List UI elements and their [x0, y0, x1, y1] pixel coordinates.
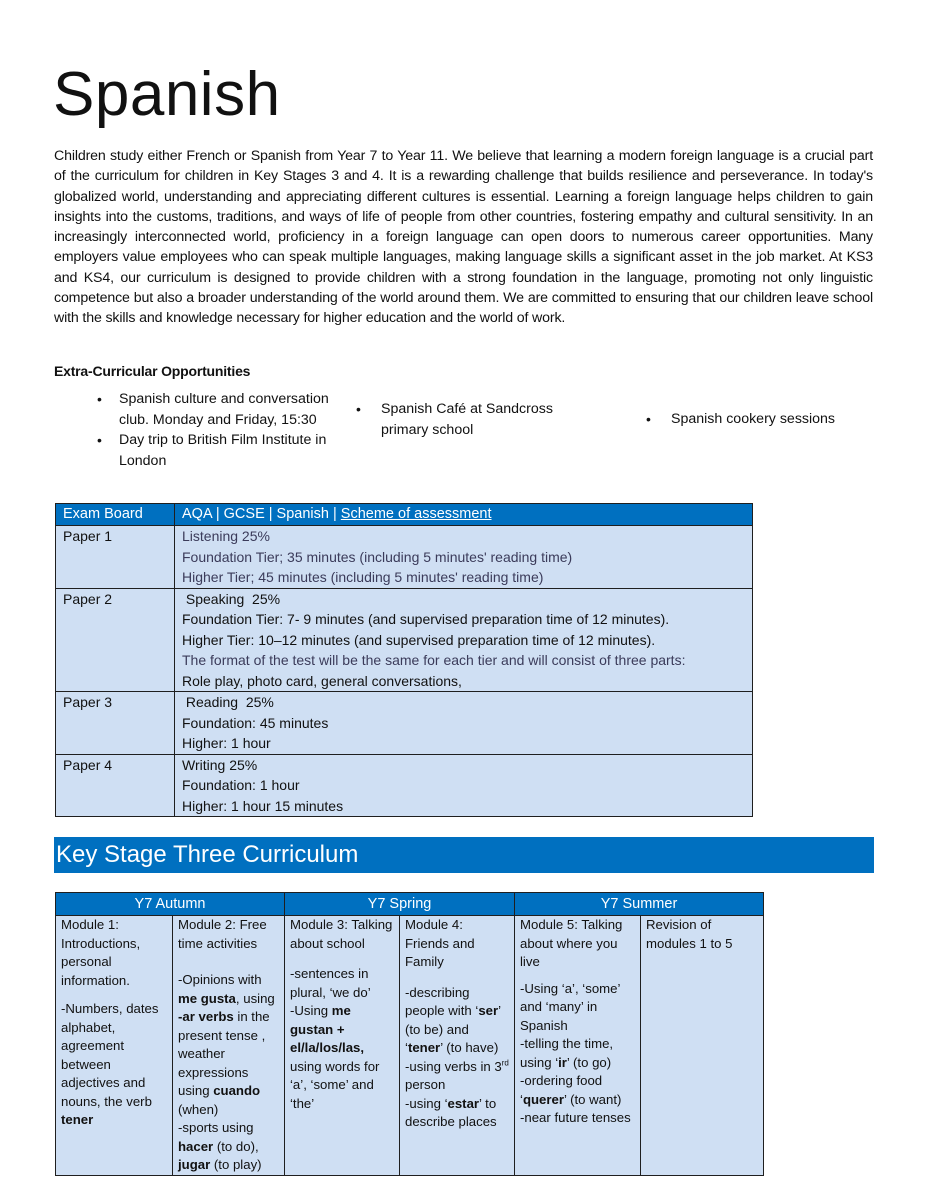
exam-board-table	[55, 503, 753, 817]
paper-name: Paper 2	[56, 588, 175, 692]
module-keyword: me gusta	[178, 990, 236, 1006]
module-text: -describing people with ‘	[405, 984, 479, 1018]
paper-line: Listening 25%	[182, 528, 270, 544]
module-text: -sports using	[178, 1120, 254, 1135]
table-row	[56, 754, 753, 817]
term-header: Y7 Summer	[515, 893, 764, 916]
module-text: person	[405, 1077, 446, 1092]
module-keyword: estar	[447, 1095, 480, 1111]
list-item: • Spanish cookery sessions	[646, 409, 886, 430]
ks3-curriculum-table	[55, 892, 764, 1176]
paper-line: Foundation: 45 minutes	[182, 714, 329, 731]
module-title: Module 1: Introductions, personal information.	[61, 917, 141, 988]
paper-line: Role play, photo card, general conversations,	[182, 672, 462, 689]
module-keyword: ir	[558, 1054, 567, 1070]
module-text: -near future tenses	[520, 1110, 631, 1125]
module-cell	[515, 916, 641, 1176]
module-text: ’ (to go)	[566, 1054, 612, 1070]
extra-curricular-list-2	[356, 399, 576, 440]
module-text: -telling the time, using ‘	[520, 1036, 614, 1070]
module-cell	[285, 916, 400, 1176]
paper-details	[175, 588, 753, 692]
module-text: (when)	[178, 1101, 219, 1117]
module-text: in the present tense , weather expressions using	[178, 1009, 270, 1098]
paper-line: The format of the test will be the same for each tier and will consist of three parts:	[182, 652, 686, 668]
table-row	[56, 588, 753, 692]
page-title: Spanish	[53, 60, 281, 129]
module-title: Module 3: Talking about school	[290, 917, 393, 951]
paper-line: Reading 25%	[182, 694, 274, 710]
paper-line: Speaking 25%	[182, 590, 281, 607]
module-keyword: ser	[478, 1003, 499, 1018]
extra-curricular-list-3	[646, 409, 886, 430]
ks3-heading: Key Stage Three Curriculum	[54, 837, 874, 873]
term-header: Y7 Spring	[285, 893, 515, 916]
superscript: rd	[501, 1058, 509, 1068]
list-item: • Spanish Café at Sandcross primary school	[356, 399, 576, 440]
scheme-of-assessment-link[interactable]: Scheme of assessment	[340, 506, 492, 522]
module-row	[56, 916, 764, 1176]
module-keyword: jugar	[178, 1157, 211, 1172]
paper-line: Higher Tier; 45 minutes (including 5 minutes' reading time)	[182, 569, 544, 585]
module-text: -sentences in plural, ‘we do’	[290, 966, 371, 1000]
paper-name: Paper 4	[56, 754, 175, 817]
module-keyword: hacer	[178, 1138, 214, 1154]
module-keyword: querer	[522, 1091, 564, 1107]
list-item: • Day trip to British Film Institute in London	[97, 430, 337, 471]
module-text: -Opinions with	[178, 972, 262, 987]
table-row	[56, 526, 753, 589]
module-cell	[400, 916, 515, 1176]
paper-name: Paper 3	[56, 692, 175, 755]
module-text: ’ (to want)	[563, 1091, 622, 1107]
module-title: Revision of modules 1 to 5	[646, 917, 733, 951]
paper-line: Higher: 1 hour 15 minutes	[182, 797, 344, 814]
intro-paragraph: Children study either French or Spanish from Year 7 to Year 11. We believe that learning a modern foreign language is a crucial part of the curriculum for children in Key Stages 3 and 4. It is a rewarding challenge that builds resilience and perseverance. In today's globalized world, understanding and appreciating different cultures is essential. Learning a foreign language helps children to gain insights into the customs, traditions, and ways of life of people from other countries, fostering empathy and cultural sensitivity. In an increasingly interconnected world, proficiency in a foreign language can open doors to numerous career opportunities. Many employers value employees who can speak multiple languages, making language skills a significant asset in the job market. At KS3 and KS4, our curriculum is designed to provide children with a strong foundation in the language, promoting not only linguistic competence but also a broader understanding of the world around them. We are committed to ensuring that our children leave school with the skills and knowledge necessary for higher education and the world of work.	[54, 148, 873, 327]
module-keyword: -ar verbs	[178, 1009, 234, 1024]
module-text: ’ to describe places	[405, 1095, 497, 1129]
module-keyword: cuando	[213, 1083, 261, 1098]
module-text: , using	[235, 990, 275, 1006]
exam-table-header	[56, 504, 753, 526]
paper-line: Foundation: 1 hour	[182, 777, 300, 793]
paper-name: Paper 1	[56, 526, 175, 589]
exam-board-text: AQA | GCSE | Spanish |	[182, 506, 341, 522]
paper-line: Foundation Tier: 7- 9 minutes (and supervised preparation time of 12 minutes).	[182, 611, 670, 627]
paper-details	[175, 692, 753, 755]
list-item: • Spanish culture and conversation club. Monday and Friday, 15:30	[97, 389, 337, 430]
module-text: using words for ‘a’, ‘some’ and ‘the’	[290, 1058, 380, 1111]
paper-line: Higher: 1 hour	[182, 735, 271, 751]
module-keyword: tener	[61, 1112, 94, 1127]
module-text: -Numbers, dates alphabet, agreement between adjectives and nouns, the verb	[61, 1001, 159, 1109]
term-header-row	[56, 893, 764, 916]
extra-curricular-heading: Extra-Curricular Opportunities	[54, 363, 251, 379]
module-text: (to play)	[210, 1157, 262, 1172]
paper-details	[175, 754, 753, 817]
module-text: -using verbs in 3	[405, 1058, 502, 1074]
module-text: -Using	[290, 1003, 332, 1018]
module-text: (to do),	[213, 1138, 259, 1154]
table-row	[56, 692, 753, 755]
module-cell	[641, 916, 764, 1176]
module-text: ’ (to be) and ‘	[405, 1003, 501, 1055]
paper-line: Foundation Tier; 35 minutes (including 5 minutes' reading time)	[182, 548, 573, 565]
module-title: Module 2: Free time activities	[178, 917, 267, 951]
module-text: -Using ‘a’, ‘some’ and ‘many’ in Spanish	[520, 980, 620, 1033]
module-text: ’ (to have)	[440, 1040, 499, 1055]
term-header: Y7 Autumn	[56, 893, 285, 916]
module-keyword: tener	[407, 1040, 441, 1055]
module-cell	[173, 916, 285, 1176]
module-title: Module 4: Friends and Family	[405, 917, 475, 969]
module-text: -using ‘	[405, 1095, 448, 1111]
module-cell	[56, 916, 173, 1176]
extra-curricular-list-1	[97, 389, 337, 471]
module-text: -ordering food ‘	[520, 1073, 603, 1107]
exam-board-label: Exam Board	[56, 504, 175, 526]
module-title: Module 5: Talking about where you live	[520, 917, 623, 969]
exam-board-value	[175, 504, 753, 526]
paper-line: Writing 25%	[182, 756, 258, 773]
paper-line: Higher Tier: 10–12 minutes (and supervised preparation time of 12 minutes).	[182, 631, 656, 648]
module-keyword: me gustan + el/la/los/las,	[290, 1003, 365, 1055]
paper-details	[175, 526, 753, 589]
